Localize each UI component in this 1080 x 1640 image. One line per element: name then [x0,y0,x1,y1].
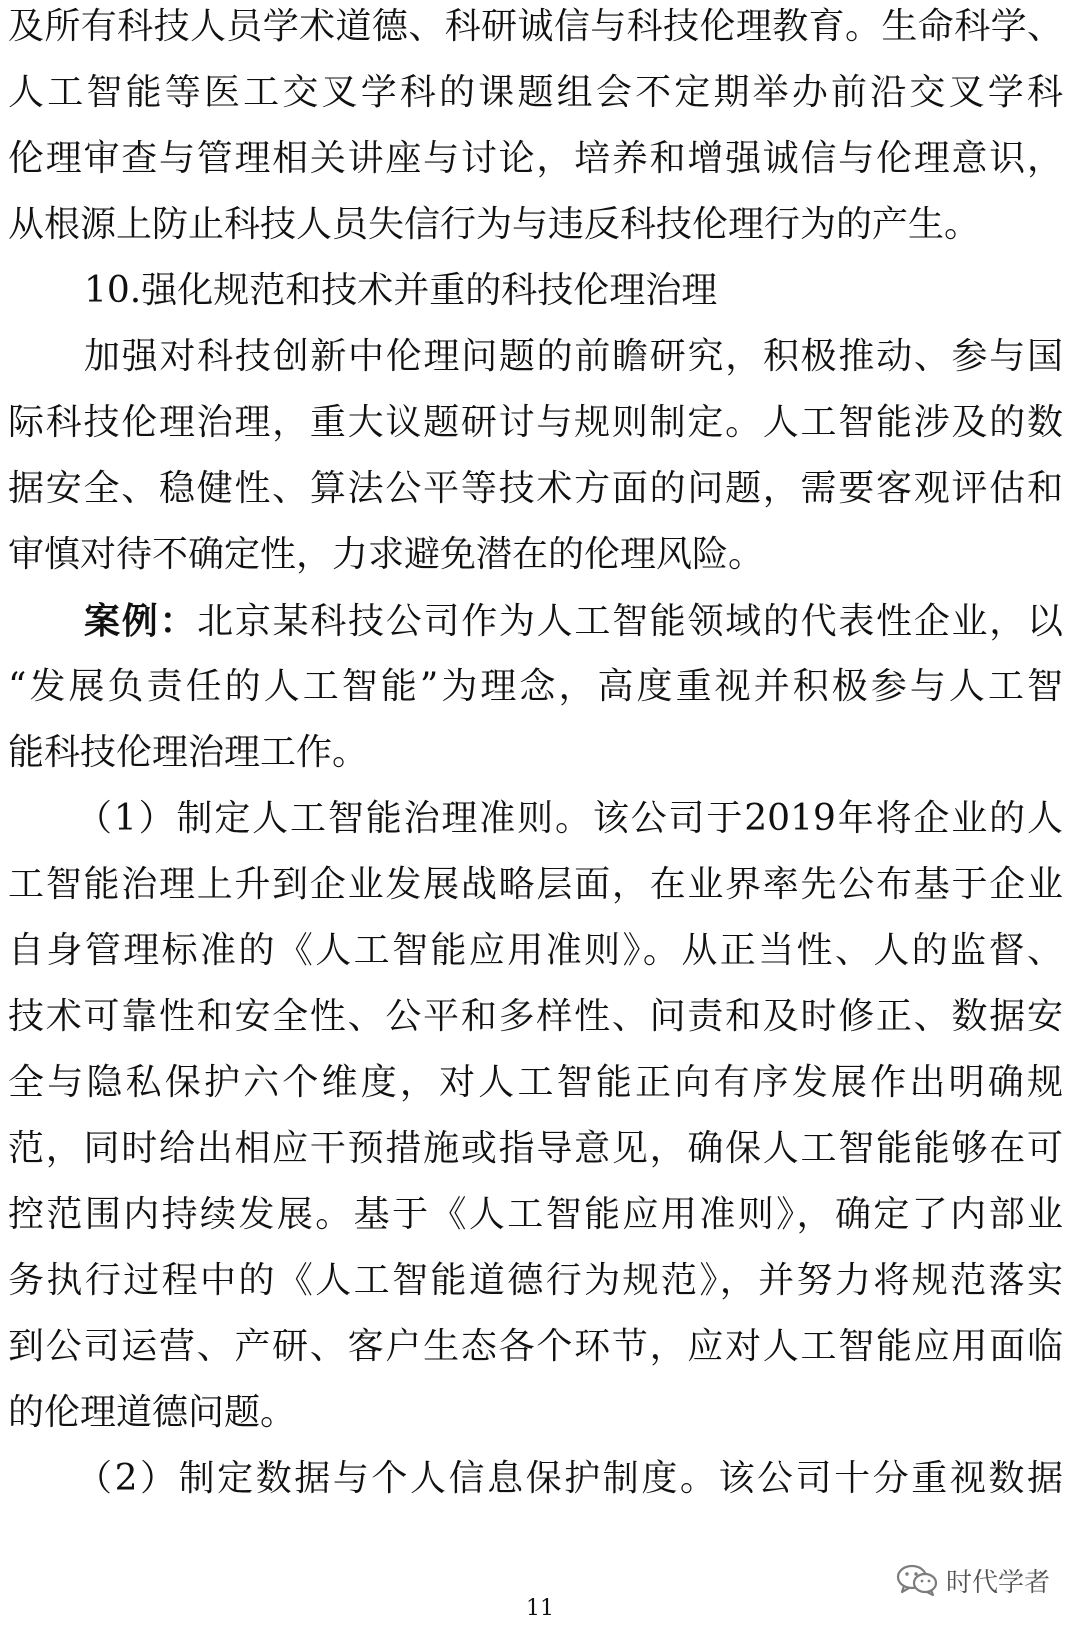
text-line: （2）制定数据与个人信息保护制度。该公司十分重视数据 [76,1458,1063,1499]
text-line: 人工智能等医工交叉学科的课题组会不定期举办前沿交叉学科 [8,72,1063,113]
text-line: 控范围内持续发展。基于《人工智能应用准则》，确定了内部业 [8,1194,1063,1235]
case-text: 北京某科技公司作为人工智能领域的代表性企业，以 [197,601,1063,642]
text-line: 范，同时给出相应干预措施或指导意见，确保人工智能能够在可 [8,1128,1063,1169]
text-line: 务执行过程中的《人工智能道德行为规范》，并努力将规范落实 [8,1260,1063,1301]
text-line: 际科技伦理治理，重大议题研讨与规则制定。人工智能涉及的数 [8,402,1063,443]
text-line: 伦理审查与管理相关讲座与讨论，培养和增强诚信与伦理意识， [8,138,1063,179]
wechat-icon [896,1563,938,1597]
text-line: （1）制定人工智能治理准则。该公司于2019年将企业的人 [76,798,1063,839]
wechat-watermark [896,1562,1050,1598]
text-line: 的伦理道德问题。 [8,1392,297,1433]
text-line: 工智能治理上升到企业发展战略层面，在业界率先公布基于企业 [8,864,1063,905]
text-line: 加强对科技创新中伦理问题的前瞻研究，积极推动、参与国 [84,336,1063,377]
case-first-line [84,598,1063,644]
page-number: 11 [526,1596,554,1621]
section-heading: 10.强化规范和技术并重的科技伦理治理 [84,270,718,311]
text-line: 能科技伦理治理工作。 [8,732,369,773]
text-line: 到公司运营、产研、客户生态各个环节，应对人工智能应用面临 [8,1326,1063,1367]
text-line: 审慎对待不确定性，力求避免潜在的伦理风险。 [8,534,765,575]
case-label: 案例： [84,600,198,642]
text-line: 全与隐私保护六个维度，对人工智能正向有序发展作出明确规 [8,1062,1063,1103]
text-line: 据安全、稳健性、算法公平等技术方面的问题，需要客观评估和 [8,468,1063,509]
text-line: “发展负责任的人工智能”为理念，高度重视并积极参与人工智 [8,666,1063,707]
text-line: 从根源上防止科技人员失信行为与违反科技伦理行为的产生。 [8,204,981,245]
text-line: 自身管理标准的《人工智能应用准则》。从正当性、人的监督、 [8,930,1063,971]
watermark-text: 时代学者 [945,1567,1050,1598]
text-line: 及所有科技人员学术道德、科研诚信与科技伦理教育。生命科学、 [8,6,1063,47]
text-line: 技术可靠性和安全性、公平和多样性、问责和及时修正、数据安 [8,996,1063,1037]
